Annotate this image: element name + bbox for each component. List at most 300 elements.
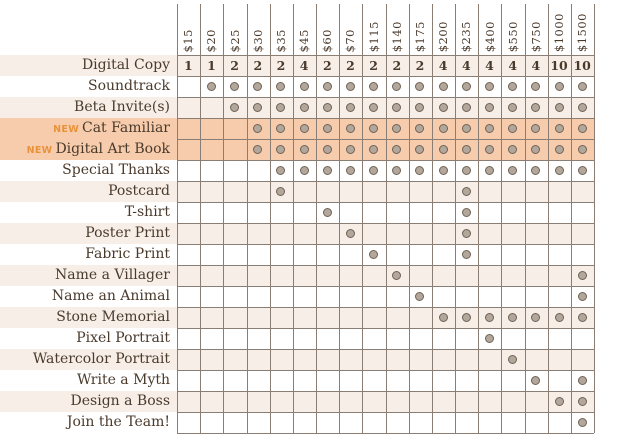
included-dot-icon bbox=[462, 82, 471, 91]
reward-row bbox=[0, 349, 594, 370]
tier-cell bbox=[177, 76, 200, 97]
included-dot-icon bbox=[462, 313, 471, 322]
grid-vline bbox=[247, 4, 248, 433]
included-dot-icon bbox=[346, 103, 355, 112]
tier-cell bbox=[548, 181, 571, 202]
tier-price-label: $45 bbox=[297, 28, 312, 52]
included-dot-icon bbox=[555, 313, 564, 322]
tier-cell bbox=[455, 202, 478, 223]
tier-cell bbox=[293, 244, 316, 265]
included-dot-icon bbox=[369, 124, 378, 133]
included-dot-icon bbox=[578, 271, 587, 280]
tier-cell bbox=[362, 265, 385, 286]
tier-cell bbox=[455, 328, 478, 349]
tier-cell bbox=[409, 307, 432, 328]
grid-vline bbox=[362, 4, 363, 433]
tier-header bbox=[409, 4, 432, 52]
tier-cell bbox=[177, 160, 200, 181]
included-dot-icon bbox=[346, 124, 355, 133]
grid-hline bbox=[177, 202, 594, 203]
tier-cell bbox=[432, 76, 455, 97]
included-dot-icon bbox=[578, 103, 587, 112]
reward-label bbox=[74, 97, 170, 118]
included-dot-icon bbox=[439, 82, 448, 91]
reward-label bbox=[88, 76, 170, 97]
tier-cell bbox=[177, 244, 200, 265]
reward-row bbox=[0, 412, 594, 433]
reward-name: Beta Invite(s) bbox=[74, 99, 170, 115]
tier-cell bbox=[571, 139, 594, 160]
reward-row bbox=[0, 223, 594, 244]
tier-cell bbox=[525, 223, 548, 244]
included-dot-icon bbox=[578, 124, 587, 133]
tier-cell bbox=[478, 412, 501, 433]
tier-cell bbox=[270, 160, 293, 181]
tier-cell bbox=[571, 244, 594, 265]
tier-cell bbox=[525, 349, 548, 370]
included-dot-icon bbox=[323, 166, 332, 175]
tier-cell bbox=[501, 265, 524, 286]
tier-cell bbox=[177, 412, 200, 433]
tier-cell bbox=[501, 181, 524, 202]
tier-cell bbox=[571, 307, 594, 328]
tier-cell bbox=[293, 181, 316, 202]
tier-cell bbox=[455, 391, 478, 412]
reward-row bbox=[0, 265, 594, 286]
tier-cell bbox=[200, 328, 223, 349]
included-dot-icon bbox=[369, 250, 378, 259]
included-dot-icon bbox=[485, 166, 494, 175]
tier-cell bbox=[386, 76, 409, 97]
tier-cell bbox=[316, 202, 339, 223]
copy-count: 4 bbox=[508, 58, 518, 73]
included-dot-icon bbox=[578, 145, 587, 154]
grid-hline bbox=[177, 412, 594, 413]
tier-cell bbox=[177, 265, 200, 286]
grid-hline bbox=[177, 265, 594, 266]
tier-cell bbox=[177, 370, 200, 391]
tier-cell bbox=[432, 181, 455, 202]
reward-label bbox=[62, 160, 170, 181]
included-dot-icon bbox=[369, 82, 378, 91]
tier-cell bbox=[501, 223, 524, 244]
tier-cell bbox=[316, 223, 339, 244]
grid-vline bbox=[571, 4, 572, 433]
tier-cell bbox=[223, 55, 246, 76]
tier-cell bbox=[270, 412, 293, 433]
tier-cell bbox=[409, 181, 432, 202]
tier-cell bbox=[525, 286, 548, 307]
reward-name: Special Thanks bbox=[62, 162, 170, 178]
tier-cell bbox=[247, 118, 270, 139]
tier-cell bbox=[548, 244, 571, 265]
tier-cell bbox=[223, 118, 246, 139]
included-dot-icon bbox=[578, 376, 587, 385]
tier-cell bbox=[548, 391, 571, 412]
tier-cell bbox=[432, 244, 455, 265]
reward-row bbox=[0, 160, 594, 181]
tier-header bbox=[501, 4, 524, 52]
tier-cell bbox=[362, 160, 385, 181]
tier-cell bbox=[386, 202, 409, 223]
tier-cell bbox=[316, 349, 339, 370]
copy-count: 4 bbox=[299, 58, 309, 73]
reward-row bbox=[0, 55, 594, 76]
tier-cell bbox=[247, 76, 270, 97]
tier-cell bbox=[362, 139, 385, 160]
tier-cell bbox=[386, 265, 409, 286]
tier-cell bbox=[432, 328, 455, 349]
tier-cell bbox=[177, 223, 200, 244]
reward-label bbox=[52, 286, 170, 307]
tier-cell bbox=[339, 412, 362, 433]
reward-label bbox=[82, 55, 170, 76]
tier-cell bbox=[316, 76, 339, 97]
tier-cell bbox=[293, 139, 316, 160]
included-dot-icon bbox=[462, 145, 471, 154]
included-dot-icon bbox=[323, 82, 332, 91]
included-dot-icon bbox=[508, 82, 517, 91]
copy-count: 2 bbox=[415, 58, 425, 73]
tier-price-label: $235 bbox=[459, 20, 474, 52]
included-dot-icon bbox=[508, 103, 517, 112]
tier-cell bbox=[223, 349, 246, 370]
grid-vline bbox=[177, 4, 178, 433]
tier-cell bbox=[362, 412, 385, 433]
tier-cell bbox=[339, 265, 362, 286]
tier-cell bbox=[270, 307, 293, 328]
tier-cell bbox=[223, 139, 246, 160]
tier-cell bbox=[339, 349, 362, 370]
tier-cell bbox=[548, 139, 571, 160]
tier-cell bbox=[200, 76, 223, 97]
reward-name: Design a Boss bbox=[70, 393, 170, 409]
tier-cell bbox=[571, 286, 594, 307]
tier-cell bbox=[223, 265, 246, 286]
tier-cell bbox=[432, 265, 455, 286]
tier-cell bbox=[525, 391, 548, 412]
tier-cell bbox=[293, 349, 316, 370]
tier-price-label: $60 bbox=[320, 28, 335, 52]
tier-cell bbox=[339, 286, 362, 307]
tier-cell bbox=[293, 412, 316, 433]
grid-hline bbox=[177, 328, 594, 329]
tier-cell bbox=[200, 223, 223, 244]
tier-cell bbox=[362, 307, 385, 328]
reward-row bbox=[0, 76, 594, 97]
tier-cell bbox=[432, 118, 455, 139]
tier-cell bbox=[362, 55, 385, 76]
reward-name: Cat Familiar bbox=[82, 120, 170, 136]
tier-cell bbox=[386, 328, 409, 349]
tier-cell bbox=[270, 286, 293, 307]
tier-cell bbox=[525, 76, 548, 97]
tier-price-label: $550 bbox=[505, 20, 520, 52]
reward-label bbox=[55, 265, 170, 286]
reward-name: Fabric Print bbox=[85, 246, 170, 262]
tier-cell bbox=[571, 160, 594, 181]
tier-cell bbox=[200, 412, 223, 433]
reward-label bbox=[27, 139, 170, 160]
tier-cell bbox=[432, 391, 455, 412]
grid-vline bbox=[316, 4, 317, 433]
tier-cell bbox=[339, 307, 362, 328]
tier-cell bbox=[478, 202, 501, 223]
tier-cell bbox=[409, 349, 432, 370]
reward-name: Watercolor Portrait bbox=[32, 351, 170, 367]
tier-cell bbox=[386, 160, 409, 181]
tier-cell bbox=[548, 349, 571, 370]
tier-cell bbox=[455, 55, 478, 76]
tier-cell bbox=[293, 160, 316, 181]
tier-cell bbox=[270, 181, 293, 202]
grid-hline bbox=[177, 55, 594, 56]
tier-cell bbox=[177, 391, 200, 412]
tier-cell bbox=[501, 286, 524, 307]
tier-cell bbox=[409, 202, 432, 223]
tier-price-label: $175 bbox=[412, 20, 427, 52]
tier-cell bbox=[293, 391, 316, 412]
tier-cell bbox=[386, 139, 409, 160]
tier-cell bbox=[571, 349, 594, 370]
tier-cell bbox=[293, 328, 316, 349]
tier-cell bbox=[571, 97, 594, 118]
tier-cell bbox=[362, 181, 385, 202]
tier-cell bbox=[200, 160, 223, 181]
included-dot-icon bbox=[346, 229, 355, 238]
reward-label bbox=[85, 223, 170, 244]
tier-cell bbox=[247, 55, 270, 76]
reward-name: Name an Animal bbox=[51, 288, 170, 304]
tier-cell bbox=[247, 412, 270, 433]
tier-cell bbox=[478, 328, 501, 349]
tier-cell bbox=[409, 412, 432, 433]
included-dot-icon bbox=[485, 82, 494, 91]
tier-cell bbox=[200, 202, 223, 223]
tier-cell bbox=[293, 223, 316, 244]
tier-price-label: $140 bbox=[389, 20, 404, 52]
grid-hline bbox=[177, 349, 594, 350]
tier-cell bbox=[386, 118, 409, 139]
grid-vline bbox=[478, 4, 479, 433]
tier-cell bbox=[478, 118, 501, 139]
tier-cell bbox=[339, 160, 362, 181]
included-dot-icon bbox=[555, 124, 564, 133]
grid-vline bbox=[525, 4, 526, 433]
grid-vline bbox=[432, 4, 433, 433]
included-dot-icon bbox=[300, 82, 309, 91]
tier-cell bbox=[200, 118, 223, 139]
tier-cell bbox=[270, 370, 293, 391]
grid-vline bbox=[293, 4, 294, 433]
tier-cell bbox=[409, 97, 432, 118]
tier-cell bbox=[293, 307, 316, 328]
tier-cell bbox=[200, 181, 223, 202]
tier-cell bbox=[316, 244, 339, 265]
reward-row bbox=[0, 328, 594, 349]
tier-cell bbox=[270, 118, 293, 139]
tier-cell bbox=[478, 181, 501, 202]
included-dot-icon bbox=[578, 313, 587, 322]
tier-price-label: $400 bbox=[482, 20, 497, 52]
tier-cell bbox=[501, 55, 524, 76]
tier-cell bbox=[548, 328, 571, 349]
tier-cell bbox=[316, 181, 339, 202]
included-dot-icon bbox=[578, 166, 587, 175]
tier-cell bbox=[455, 286, 478, 307]
reward-label bbox=[33, 349, 170, 370]
reward-label bbox=[56, 307, 170, 328]
tier-cell bbox=[455, 265, 478, 286]
grid-hline bbox=[177, 76, 594, 77]
reward-label bbox=[85, 244, 170, 265]
included-dot-icon bbox=[578, 292, 587, 301]
tier-cell bbox=[177, 328, 200, 349]
tier-cell bbox=[362, 328, 385, 349]
included-dot-icon bbox=[462, 187, 471, 196]
tier-cell bbox=[432, 97, 455, 118]
included-dot-icon bbox=[531, 166, 540, 175]
included-dot-icon bbox=[508, 355, 517, 364]
tier-cell bbox=[362, 391, 385, 412]
tier-cell bbox=[316, 391, 339, 412]
tier-cell bbox=[247, 202, 270, 223]
included-dot-icon bbox=[253, 145, 262, 154]
tier-header bbox=[432, 4, 455, 52]
tier-cell bbox=[571, 202, 594, 223]
tier-cell bbox=[409, 370, 432, 391]
included-dot-icon bbox=[253, 82, 262, 91]
tier-cell bbox=[362, 202, 385, 223]
tier-cell bbox=[200, 139, 223, 160]
tier-cell bbox=[571, 328, 594, 349]
reward-name: Name a Villager bbox=[55, 267, 170, 283]
tier-header bbox=[455, 4, 478, 52]
included-dot-icon bbox=[531, 145, 540, 154]
tier-cell bbox=[432, 307, 455, 328]
tier-cell bbox=[548, 286, 571, 307]
included-dot-icon bbox=[392, 145, 401, 154]
tier-price-label: $35 bbox=[273, 28, 288, 52]
new-badge: NEW bbox=[26, 145, 53, 156]
reward-label bbox=[76, 328, 170, 349]
copy-count: 1 bbox=[183, 58, 193, 73]
tier-cell bbox=[455, 181, 478, 202]
tier-cell bbox=[200, 370, 223, 391]
grid-hline bbox=[177, 181, 594, 182]
tier-cell bbox=[386, 223, 409, 244]
included-dot-icon bbox=[439, 103, 448, 112]
tier-cell bbox=[223, 223, 246, 244]
tier-cell bbox=[177, 139, 200, 160]
included-dot-icon bbox=[508, 124, 517, 133]
reward-row bbox=[0, 286, 594, 307]
tier-cell bbox=[293, 286, 316, 307]
copy-count: 4 bbox=[485, 58, 494, 73]
tier-cell bbox=[316, 118, 339, 139]
tier-cell bbox=[247, 286, 270, 307]
tier-cell bbox=[525, 97, 548, 118]
included-dot-icon bbox=[207, 82, 216, 91]
copy-count: 2 bbox=[346, 58, 355, 73]
tier-cell bbox=[270, 349, 293, 370]
tier-cell bbox=[571, 181, 594, 202]
tier-cell bbox=[270, 97, 293, 118]
tier-cell bbox=[270, 139, 293, 160]
tier-cell bbox=[316, 370, 339, 391]
tier-cell bbox=[548, 370, 571, 391]
included-dot-icon bbox=[485, 313, 494, 322]
included-dot-icon bbox=[462, 124, 471, 133]
reward-row bbox=[0, 202, 594, 223]
tier-cell bbox=[525, 307, 548, 328]
grid-hline bbox=[177, 391, 594, 392]
tier-cell bbox=[177, 202, 200, 223]
reward-row bbox=[0, 391, 594, 412]
tier-cell bbox=[409, 118, 432, 139]
tier-cell bbox=[548, 118, 571, 139]
tier-header bbox=[270, 4, 293, 52]
tier-cell bbox=[177, 286, 200, 307]
included-dot-icon bbox=[415, 82, 424, 91]
tier-cell bbox=[339, 55, 362, 76]
tier-cell bbox=[293, 76, 316, 97]
tier-cell bbox=[362, 349, 385, 370]
tier-cell bbox=[478, 76, 501, 97]
tier-cell bbox=[432, 349, 455, 370]
tier-cell bbox=[501, 349, 524, 370]
reward-name: T-shirt bbox=[124, 204, 170, 220]
tier-cell bbox=[501, 307, 524, 328]
reward-name: Digital Copy bbox=[81, 57, 170, 73]
tier-cell bbox=[501, 328, 524, 349]
grid-vline bbox=[339, 4, 340, 433]
tier-cell bbox=[409, 391, 432, 412]
tier-cell bbox=[455, 370, 478, 391]
tier-cell bbox=[362, 97, 385, 118]
tier-cell bbox=[386, 97, 409, 118]
tier-cell bbox=[223, 391, 246, 412]
tier-cell bbox=[409, 76, 432, 97]
tier-cell bbox=[455, 160, 478, 181]
tier-cell bbox=[501, 244, 524, 265]
reward-name: Stone Memorial bbox=[56, 309, 170, 325]
tier-cell bbox=[501, 370, 524, 391]
tier-header bbox=[548, 4, 571, 52]
tier-cell bbox=[223, 370, 246, 391]
included-dot-icon bbox=[276, 103, 285, 112]
included-dot-icon bbox=[531, 124, 540, 133]
tier-cell bbox=[409, 265, 432, 286]
copy-count: 4 bbox=[531, 58, 541, 73]
included-dot-icon bbox=[276, 124, 285, 133]
included-dot-icon bbox=[230, 103, 239, 112]
tier-cell bbox=[270, 202, 293, 223]
tier-cell bbox=[571, 118, 594, 139]
included-dot-icon bbox=[392, 103, 401, 112]
tier-cell bbox=[525, 265, 548, 286]
reward-row bbox=[0, 370, 594, 391]
tier-cell bbox=[362, 118, 385, 139]
included-dot-icon bbox=[369, 166, 378, 175]
tier-header bbox=[293, 4, 316, 52]
tier-cell bbox=[478, 391, 501, 412]
included-dot-icon bbox=[300, 166, 309, 175]
tier-cell bbox=[571, 223, 594, 244]
tier-cell bbox=[339, 118, 362, 139]
tier-cell bbox=[432, 160, 455, 181]
included-dot-icon bbox=[485, 103, 494, 112]
